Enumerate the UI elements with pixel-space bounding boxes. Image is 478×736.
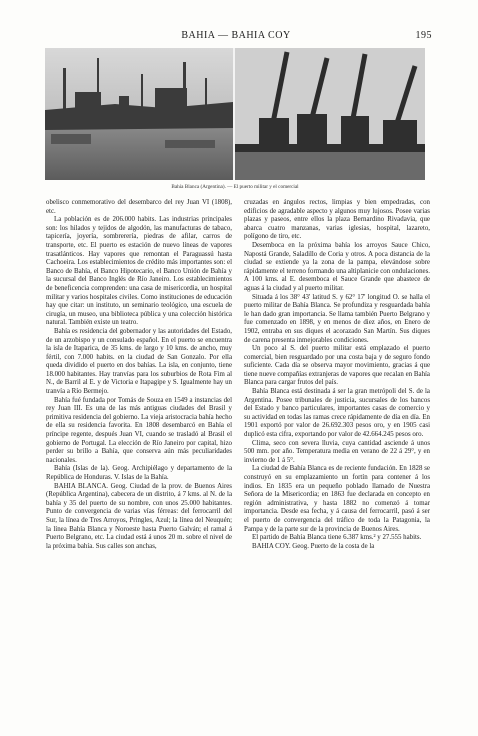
entry-bahia-islas: Bahía (Islas de la). Geog. Archipiélago y departamento de la República de Honduras. V. Islas de la Bahía. [46, 465, 232, 481]
left-column [46, 199, 232, 709]
harbor-photo-illustration [45, 48, 425, 180]
entry-bahia-blanca: BAHIA BLANCA. Geog. Ciudad de la prov. de Buenos Aires (República Argentina), cabecera de un distrito, á 7 kms. al N. de la bahía y 35 del puerto de su nombre, con unos 25.000 habitantes. Punto de convergencia de varias vías férreas: del ferrocarril del Sur, la línea de Tres Arroyos, Pringles, Azul; la línea del Neuquén; la línea Bahía Blanca y Noroeste hasta Puerto Galván; el ramal á Puerto Belgrano, etc. La ciudad está á unos 20 m. sobre el nivel de la próxima bahía. Sus calles son anchas, [46, 482, 232, 550]
paragraph: Bahía fué fundada por Tomás de Souza en 1549 a instancias del rey Juan III. Es una de las más antiguas ciudades del Brasil y primitiva residencia del gobierno. La vieja aristocracia bahía hecho de ella su residencia favorita. En 1808 desembarcó en Bahía el príncipe regente, después Juan VI, cuando se trasladó al Brasil el gobierno de Portugal. La elección de Río Janeiro por capital, hizo perder su brillo a Bahía, que conserva aún más peculiaridades nacionales. [46, 396, 232, 464]
photo-caption: Bahía Blanca (Argentina). — El puerto militar y el comercial [171, 184, 299, 190]
running-title: BAHIA — BAHIA COY [181, 30, 291, 41]
paragraph: obelisco conmemorativo del desembarco del rey Juan VI (1808), etc. [46, 199, 232, 215]
paragraph: cruzadas en ángulos rectos, limpias y bien empedradas, con edificios de agradable aspecto y algunos muy lujosos. Posee varias plazas y paseos, entre ellos la plaza Bernardino Rivadavia, que abarca cuatro manzanas, varias iglesias, hospital, lazareto, polígono de tiro, etc. [244, 199, 430, 241]
running-header [40, 30, 432, 44]
paragraph: Un poco al S. del puerto militar está emplazado el puerto comercial, bien resguardado por una costa baja y de seguro fondo suficiente. Cada día se observa mayor movimiento, gracias á que tiene nueve compañías extranjeras de vapores que recalan en Bahía Blanca para cargar frutos del país. [244, 345, 430, 387]
harbor-photo [45, 48, 425, 180]
paragraph: La población es de 206.000 habits. Las industrias principales son: los hilados y tejidos de algodón, las manufacturas de tabaco, tapicería, joyería, sombrerería, piedras de afilar, carros de transporte, etc. El puerto es estación de nuevo líneas de vapores trasatlánticos. Hay vapores que remontan el Paraguassú hasta Cachoeira. Los establecimientos de crédito más importantes son: el Banco de Bahía, el Banco Hipotecario, el Banco Unión de Bahía y la sucursal del Banco Inglés de Río Janeiro. Los establecimientos de beneficencia comprenden: una casa de misericordia, un hospital militar y varios hospitales civiles. Como instituciones de educación hay que citar: un instituto, un seminario teológico, una escuela de cirugía, un museo, una biblioteca pública y una colección histórica natural. También existe un teatro. [46, 216, 232, 327]
right-column [244, 199, 430, 709]
paragraph: La ciudad de Bahía Blanca es de reciente fundación. En 1828 se construyó en su emplazamiento un fortín para contener á los indios. En 1835 era un pequeño poblado llamado de Nuestra Señora de la Misericordia; en 1863 fue declarada en concepto en región administrativa, y hasta 1882 no comenzó á tomar importancia. Desde esa fecha, y á causa del ferrocarril, pasó á ser el puerto de convergencia del tráfico de toda la Patagonia, la Pampa y de la parte sur de la provincia de Buenos Aires. [244, 465, 430, 533]
paragraph: Situada á los 38° 43' latitud S. y 62° 17' longitud O. se halla el puerto militar de Bahía Blanca. Se profundiza y resguardada bahía le han dado gran importancia. Se llama también Puerto Belgrano y fue comenzado en 1898, y en menos de diez años, en Enero de 1902, entraba en sus diques el acorazado San Martín. Sus diques de carena presenta inmejorables condiciones. [244, 293, 430, 344]
entry-bahia-coy: BAHIA COY. Geog. Puerto de la costa de la [252, 542, 375, 550]
paragraph: Bahía es residencia del gobernador y las autoridades del Estado, de un arzobispo y un consulado español. En el puerto se encuentra la isla de Itaparica, de 35 kms. de largo y 10 kms. de ancho, muy fértil, con 7.000 habits. en la ciudad de San Gonzalo. Por ella queda dividido el puerto en dos bahías. La isla, en conjunto, tiene 18.000 habitantes. Hay tranvías para los suburbios de Rota Fim al N., de Barril al E. y de Victoria e Itapagipe y S. Igualmente hay un tranvía a Río Bermejo. [46, 327, 232, 396]
page-number: 195 [415, 30, 432, 41]
paragraph: Clima, seco con severa lluvia, cuya cantidad asciende á unos 500 mm. por año. Temperatura media en verano de 22 á 29°, y en invierno de 1 á 5°. [244, 439, 430, 464]
paragraph: Bahía Blanca está destinada á ser la gran metrópoli del S. de la Argentina. Posee tribunales de justicia, sucursales de los bancos del Estado y banco particulares, importantes casas de comercio y su actividad en todas las ramas crece rápidamente de día en día. En 1901 exportó por valor de 26.692.303 pesos oro, y en 1905 casi duplicó esta cifra, exportando por valor de 42.664.245 pesos oro. [244, 388, 430, 439]
paragraph: El partido de Bahía Blanca tiene 6.387 kms.² y 27.555 habits. [252, 534, 422, 542]
paragraph: Desemboca en la próxima bahía los arroyos Sauce Chico, Napostá Grande, Saladillo de Coria y otros. A poca distancia de la ciudad se extiende ya la zona de la pampa, elevándose sobre rápidamente el terreno formando una altiplanicie con ondulaciones. A 100 kms. al E. desemboca el Sauce Grande que abastece de aguas á la ciudad y al puerto militar. [244, 241, 430, 292]
